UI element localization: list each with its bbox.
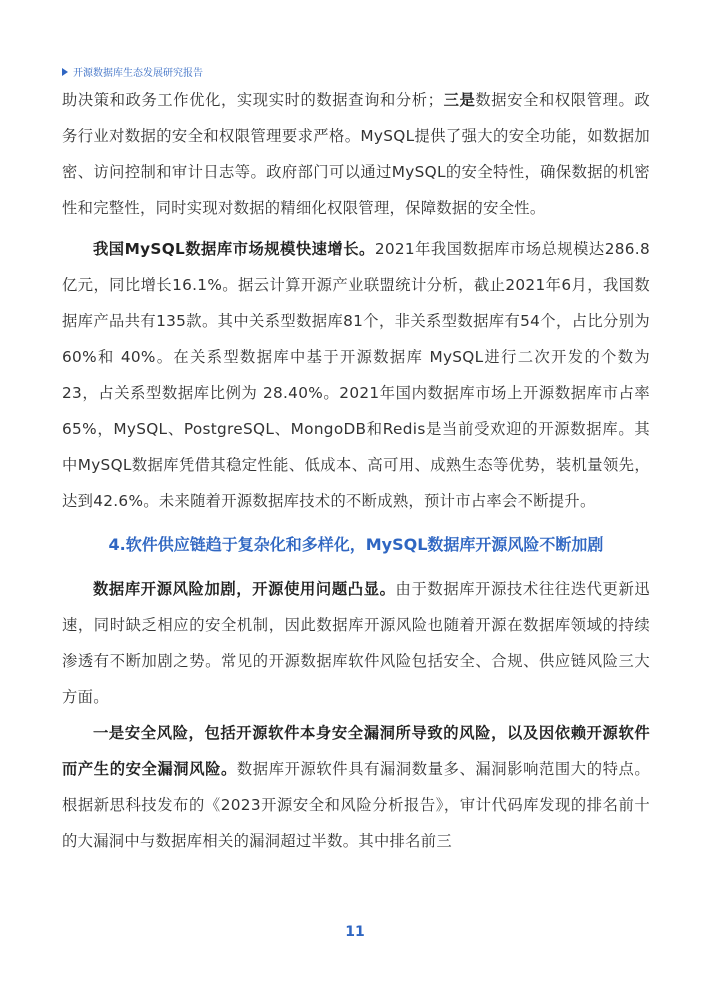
- paragraph-text: 2021年我国数据库市场总规模达286.8亿元，同比增长16.1%。据云计算开源产业联盟统计分析，截止2021年6月，我国数据库产品共有135款。其中关系型数据库81个，非关系型数据库有54个，占比分别为 60%和 40%。在关系型数据库中基于开源数据库 MySQL进行二次开发的个数为23，占关系型数据库比例为 28.40%。2021年国内数据库市场上开源数据库市占率65%，MySQL、PostgreSQL、MongoDB和Redis是当前受欢迎的开源数据库。其中MySQL数据库凭借其稳定性能、低成本、高可用、成熟生态等优势，装机量领先，达到42.6%。未来随着开源数据库技术的不断成熟，预计市占率会不断提升。: [62, 240, 650, 510]
- bold-lead: 数据库开源风险加剧，开源使用问题凸显。: [93, 580, 396, 598]
- document-body: [62, 82, 650, 859]
- paragraph-text: 由于数据库开源技术往往迭代更新迅速，同时缺乏相应的安全机制，因此数据库开源风险也随着开源在数据库领域的持续渗透有不断加剧之势。常见的开源数据库软件风险包括安全、合规、供应链风险三大方面。: [62, 580, 650, 706]
- page-number: 11: [345, 924, 365, 940]
- triangle-marker-icon: [62, 68, 68, 76]
- paragraph-text: 数据安全和权限管理。政务行业对数据的安全和权限管理要求严格。MySQL提供了强大的安全功能，如数据加密、访问控制和审计日志等。政府部门可以通过MySQL的安全特性，确保数据的机密性和完整性，同时实现对数据的精细化权限管理，保障数据的安全性。: [62, 91, 650, 217]
- bold-lead: 我国MySQL数据库市场规模快速增长。: [93, 240, 375, 258]
- section-heading: 4.软件供应链趋于复杂化和多样化，MySQL数据库开源风险不断加剧: [108, 535, 604, 554]
- paragraph-security-risk: [62, 715, 650, 859]
- paragraph-risk: [62, 571, 650, 715]
- bold-lead: 一是安全风险，包括开源软件本身安全漏洞所导致的风险，以及因依赖开源软件而产生的安全漏洞风险。: [62, 724, 650, 778]
- running-header: [62, 64, 203, 79]
- bold-lead: 三是: [443, 91, 476, 109]
- paragraph-text: 数据库开源软件具有漏洞数量多、漏洞影响范围大的特点。根据新思科技发布的《2023开源安全和风险分析报告》，审计代码库发现的排名前十的大漏洞中与数据库相关的漏洞超过半数。其中排名前三: [62, 760, 650, 850]
- paragraph-text: 助决策和政务工作优化，实现实时的数据查询和分析；: [62, 91, 444, 109]
- paragraph-market: [62, 231, 650, 519]
- paragraph-security: [62, 82, 650, 226]
- header-title: 开源数据库生态发展研究报告: [73, 68, 203, 79]
